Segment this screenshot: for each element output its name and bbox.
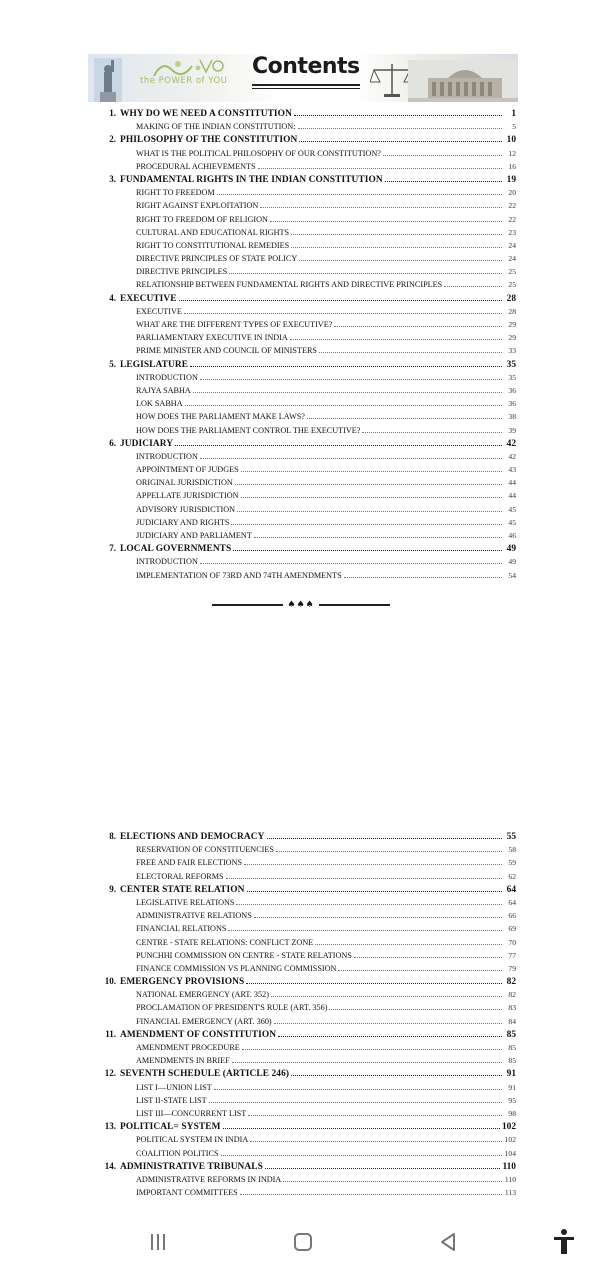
toc-chapter-row[interactable]: [100, 173, 516, 186]
page-title: Contents: [252, 54, 360, 79]
chapter-number: 12.: [104, 1068, 116, 1079]
subsection-title: CENTRE - STATE RELATIONS: CONFLICT ZONE: [136, 937, 314, 947]
leader-dots: [329, 1001, 502, 1010]
leader-dots: [354, 949, 502, 958]
subsection-page-number: 110: [504, 1174, 516, 1184]
leader-dots: [290, 331, 502, 340]
chapter-page-number: 64: [506, 884, 516, 895]
leader-dots: [228, 922, 502, 931]
contents-banner: [88, 54, 518, 102]
toc-subsection-row[interactable]: [100, 278, 516, 291]
back-triangle-icon: [437, 1231, 459, 1253]
leader-dots: [235, 476, 502, 485]
toc-chapter-row[interactable]: [100, 133, 516, 146]
chapter-page-number: 10: [506, 135, 516, 146]
subsection-title: FREE AND FAIR ELECTIONS: [136, 858, 243, 868]
toc-subsection-row[interactable]: [100, 239, 516, 252]
leader-dots: [193, 384, 502, 393]
toc-subsection-row[interactable]: [100, 450, 516, 463]
subsection-page-number: 62: [508, 871, 516, 881]
leader-dots: [184, 305, 502, 314]
divider-line-left: [212, 604, 283, 606]
toc-subsection-row[interactable]: [100, 1107, 516, 1120]
leader-dots: [254, 529, 502, 538]
subsection-title: RAJYA SABHA: [136, 385, 191, 395]
subsection-title: RIGHT AGAINST EXPLOITATION: [136, 201, 259, 211]
leader-dots: [244, 856, 502, 865]
toc-subsection-row[interactable]: [100, 870, 516, 883]
toc-section-top: [100, 107, 516, 582]
chapter-title: AMENDMENT OF CONSTITUTION: [120, 1029, 277, 1040]
leader-dots: [232, 1054, 502, 1063]
subsection-title: LIST III—CONCURRENT LIST: [136, 1108, 247, 1118]
subsection-title: JUDICIARY AND RIGHTS: [136, 517, 230, 527]
subsection-page-number: 22: [508, 201, 516, 211]
subsection-page-number: 38: [508, 412, 516, 422]
subsection-page-number: 113: [504, 1188, 516, 1198]
accessibility-icon: [551, 1228, 577, 1256]
toc-subsection-row[interactable]: [100, 213, 516, 226]
chapter-number: 11.: [105, 1028, 116, 1039]
subsection-title: PARLIAMENTARY EXECUTIVE IN INDIA: [136, 333, 288, 343]
chapter-number: 1.: [109, 108, 116, 118]
title-rule: [252, 84, 360, 86]
toc-subsection-row[interactable]: [100, 1133, 516, 1146]
subsection-page-number: 44: [508, 478, 516, 488]
subsection-title: ADMINISTRATIVE RELATIONS: [136, 911, 252, 921]
subsection-page-number: 12: [508, 148, 516, 158]
toc-subsection-row[interactable]: [100, 988, 516, 1001]
chapter-title: EXECUTIVE: [120, 293, 177, 304]
leader-dots: [291, 226, 502, 235]
subsection-title: ORIGINAL JURISDICTION: [136, 478, 233, 488]
leader-dots: [246, 975, 502, 984]
subsection-title: CULTURAL AND EDUCATIONAL RIGHTS: [136, 227, 290, 237]
leader-dots: [229, 265, 502, 274]
subsection-title: PROCEDURAL ACHIEVEMENTS: [136, 161, 256, 171]
subsection-title: LIST I—UNION LIST: [136, 1082, 212, 1092]
toc-chapter-row[interactable]: [100, 542, 516, 555]
subsection-title: JUDICIARY AND PARLIAMENT: [136, 531, 252, 540]
subsection-page-number: 58: [508, 845, 516, 855]
subsection-title: FINANCIAL EMERGENCY (ART. 360): [136, 1016, 272, 1026]
leader-dots: [315, 936, 502, 945]
chapter-title: LOCAL GOVERNMENTS: [120, 544, 232, 555]
subsection-title: COALITION POLITICS: [136, 1148, 219, 1158]
toc-subsection-row[interactable]: [100, 424, 516, 437]
toc-subsection-row[interactable]: [100, 569, 516, 582]
toc-subsection-row[interactable]: [100, 529, 516, 542]
subsection-page-number: 45: [508, 517, 516, 527]
subsection-title: RIGHT TO FREEDOM OF RELIGION: [136, 214, 268, 224]
subsection-page-number: 45: [508, 504, 516, 514]
subsection-page-number: 5: [512, 122, 516, 132]
subsection-page-number: 22: [508, 214, 516, 224]
subsection-title: RIGHT TO FREEDOM: [136, 188, 215, 198]
leader-dots: [221, 1147, 502, 1156]
leader-dots: [334, 318, 502, 327]
leader-dots: [291, 239, 502, 248]
toc-chapter-row[interactable]: [100, 883, 516, 896]
toc-chapter-row[interactable]: [100, 830, 516, 843]
leader-dots: [270, 213, 502, 222]
chapter-title: FUNDAMENTAL RIGHTS IN THE INDIAN CONSTITUTION: [120, 174, 383, 185]
chapter-number: 3.: [109, 173, 116, 184]
toc-subsection-row[interactable]: [100, 331, 516, 344]
toc-subsection-row[interactable]: [100, 384, 516, 397]
toc-subsection-row[interactable]: [100, 1094, 516, 1107]
toc-subsection-row[interactable]: [100, 936, 516, 949]
leader-dots: [362, 424, 502, 433]
toc-subsection-row[interactable]: [100, 489, 516, 502]
subsection-title: MAKING OF THE INDIAN CONSTITUTION:: [136, 122, 296, 132]
subsection-title: PRIME MINISTER AND COUNCIL OF MINISTERS: [136, 346, 317, 356]
chapter-title: PHILOSOPHY OF THE CONSTITUTION: [120, 135, 298, 146]
leader-dots: [175, 437, 502, 446]
leader-dots: [319, 344, 502, 353]
leader-dots: [200, 555, 502, 564]
subsection-title: LIST II-STATE LIST: [136, 1095, 207, 1105]
subsection-title: HOW DOES THE PARLIAMENT CONTROL THE EXECUTIVE?: [136, 425, 361, 435]
subsection-page-number: 24: [508, 254, 516, 264]
leader-dots: [214, 1081, 502, 1090]
leader-dots: [385, 173, 502, 182]
subsection-title: NATIONAL EMERGENCY (ART. 352): [136, 990, 269, 1000]
chapter-page-number: 102: [501, 1122, 516, 1133]
toc-subsection-row[interactable]: [100, 1173, 516, 1186]
leader-dots: [344, 569, 502, 578]
leader-dots: [265, 1160, 500, 1169]
chapter-title: LEGISLATURE: [120, 359, 189, 370]
divider-line-right: [319, 604, 390, 606]
leader-dots: [383, 147, 502, 156]
tagline: the POWER of YOU: [140, 76, 228, 86]
subsection-title: POLITICAL SYSTEM IN INDIA: [136, 1135, 249, 1145]
subsection-page-number: 23: [508, 227, 516, 237]
leader-dots: [231, 516, 502, 525]
subsection-page-number: 49: [508, 557, 516, 567]
subsection-title: FINANCIAL RELATIONS: [136, 924, 227, 934]
subsection-title: FINANCE COMMISSION VS PLANNING COMMISSION: [136, 963, 337, 973]
home-button[interactable]: [283, 1225, 323, 1259]
toc-chapter-row[interactable]: [100, 107, 516, 120]
chapter-page-number: 35: [506, 359, 516, 370]
leader-dots: [276, 843, 502, 852]
toc-subsection-row[interactable]: [100, 226, 516, 239]
subsection-page-number: 102: [504, 1135, 516, 1145]
leader-dots: [200, 450, 502, 459]
chapter-number: 2.: [109, 134, 116, 145]
toc-chapter-row[interactable]: [100, 1120, 516, 1133]
leader-dots: [248, 1107, 502, 1116]
section-divider: [212, 601, 390, 609]
leader-dots: [260, 199, 502, 208]
leader-dots: [444, 278, 502, 287]
subsection-page-number: 39: [508, 425, 516, 435]
back-button[interactable]: [428, 1225, 468, 1259]
chapter-page-number: 82: [506, 977, 516, 988]
subsection-page-number: 95: [508, 1095, 516, 1105]
toc-chapter-row[interactable]: [100, 1160, 516, 1173]
toc-subsection-row[interactable]: [100, 1054, 516, 1067]
chapter-page-number: 49: [506, 544, 516, 555]
subsection-title: LOK SABHA: [136, 399, 183, 409]
subsection-page-number: 104: [504, 1148, 516, 1158]
parliament-building-icon: [408, 60, 518, 102]
subsection-page-number: 36: [508, 399, 516, 409]
subsection-page-number: 83: [508, 1003, 516, 1013]
subsection-page-number: 29: [508, 333, 516, 343]
subsection-title: INTRODUCTION: [136, 557, 198, 567]
subsection-page-number: 79: [508, 963, 516, 973]
subsection-title: PUNCHHI COMMISSION ON CENTRE - STATE RELATIONS: [136, 950, 352, 960]
subsection-page-number: 28: [508, 306, 516, 316]
subsection-page-number: 24: [508, 240, 516, 250]
subsection-page-number: 16: [508, 161, 516, 171]
leader-dots: [217, 186, 502, 195]
toc-chapter-row[interactable]: [100, 1028, 516, 1041]
chapter-title: ELECTIONS AND DEMOCRACY: [120, 832, 265, 842]
toc-subsection-row[interactable]: [100, 962, 516, 975]
chapter-title: ADMINISTRATIVE TRIBUNALS: [120, 1161, 263, 1172]
subsection-title: AMENDMENT PROCEDURE: [136, 1043, 240, 1052]
toc-subsection-row[interactable]: [100, 160, 516, 173]
leader-dots: [250, 1133, 502, 1142]
subsection-page-number: 98: [508, 1108, 516, 1118]
toc-subsection-row[interactable]: [100, 1186, 516, 1199]
subsection-page-number: 85: [508, 1043, 516, 1052]
chapter-page-number: 91: [506, 1069, 516, 1080]
subsection-title: IMPORTANT COMMITTEES: [136, 1188, 238, 1198]
home-square-icon: [292, 1231, 314, 1253]
leader-dots: [299, 252, 502, 261]
subsection-page-number: 44: [508, 491, 516, 501]
subsection-page-number: 91: [508, 1082, 516, 1092]
leader-dots: [240, 1186, 502, 1195]
chapter-page-number: 110: [502, 1161, 516, 1172]
toc-section-bottom: [100, 830, 516, 1205]
chapter-page-number: 28: [506, 293, 516, 304]
subsection-page-number: 35: [508, 372, 516, 382]
leader-dots: [226, 870, 502, 879]
menu-icon: [148, 1232, 168, 1252]
leader-dots: [233, 542, 502, 551]
subsection-page-number: 25: [508, 280, 516, 290]
toc-chapter-row[interactable]: [100, 437, 516, 450]
toc-subsection-row[interactable]: [100, 856, 516, 869]
toc-subsection-row[interactable]: [100, 199, 516, 212]
divider-ornament: ♠♠♠: [287, 600, 315, 610]
leader-dots: [274, 1015, 502, 1024]
subsection-page-number: 42: [508, 451, 516, 461]
leader-dots: [179, 292, 502, 301]
subsection-page-number: 64: [508, 897, 516, 907]
leader-dots: [237, 503, 502, 512]
chapter-page-number: 85: [506, 1029, 516, 1040]
leader-dots: [283, 1173, 502, 1182]
toc-subsection-row[interactable]: [100, 476, 516, 489]
toc-subsection-row[interactable]: [100, 909, 516, 922]
leader-dots: [291, 1067, 502, 1076]
subsection-title: PROCLAMATION OF PRESIDENT'S RULE (ART. 356): [136, 1003, 328, 1013]
subsection-title: APPELLATE JURISDICTION: [136, 491, 239, 501]
chapter-title: CENTER STATE RELATION: [120, 884, 245, 895]
subsection-title: WHAT ARE THE DIFFERENT TYPES OF EXECUTIVE?: [136, 320, 333, 329]
toc-subsection-row[interactable]: [100, 410, 516, 423]
toc-subsection-row[interactable]: [100, 265, 516, 278]
leader-dots: [278, 1028, 502, 1037]
subsection-page-number: 82: [508, 990, 516, 1000]
toc-subsection-row[interactable]: [100, 503, 516, 516]
chapter-title: JUDICIARY: [120, 438, 174, 449]
chapter-page-number: 19: [506, 174, 516, 185]
leader-dots: [271, 988, 502, 997]
leader-dots: [223, 1120, 500, 1129]
subsection-title: RIGHT TO CONSTITUTIONAL REMEDIES: [136, 240, 290, 250]
leader-dots: [185, 397, 502, 406]
chapter-page-number: 1: [511, 109, 516, 119]
subsection-title: INTRODUCTION: [136, 372, 198, 382]
subsection-page-number: 77: [508, 950, 516, 960]
toc-subsection-row[interactable]: [100, 1041, 516, 1054]
leader-dots: [190, 358, 502, 367]
toc-chapter-row[interactable]: [100, 358, 516, 371]
subsection-page-number: 84: [508, 1016, 516, 1026]
subsection-page-number: 20: [508, 188, 516, 198]
toc-subsection-row[interactable]: [100, 305, 516, 318]
toc-subsection-row[interactable]: [100, 463, 516, 476]
toc-subsection-row[interactable]: [100, 516, 516, 529]
toc-chapter-row[interactable]: [100, 975, 516, 988]
subsection-page-number: 69: [508, 924, 516, 934]
subsection-title: RESERVATION OF CONSTITUENCIES: [136, 845, 274, 855]
leader-dots: [241, 463, 502, 472]
statue-icon: [94, 58, 122, 102]
toc-subsection-row[interactable]: [100, 397, 516, 410]
subsection-title: DIRECTIVE PRINCIPLES OF STATE POLICY: [136, 254, 298, 264]
toc-subsection-row[interactable]: [100, 371, 516, 384]
leader-dots: [209, 1094, 502, 1103]
leader-dots: [267, 830, 502, 839]
chapter-number: 4.: [109, 292, 116, 303]
leader-dots: [258, 160, 502, 169]
leader-dots: [236, 896, 502, 905]
chapter-number: 6.: [109, 437, 116, 448]
subsection-page-number: 43: [508, 465, 516, 475]
subsection-page-number: 70: [508, 937, 516, 947]
leader-dots: [254, 909, 502, 918]
leader-dots: [307, 410, 502, 419]
subsection-title: LEGISLATIVE RELATIONS: [136, 897, 235, 907]
leader-dots: [299, 133, 502, 142]
toc-subsection-row[interactable]: [100, 843, 516, 856]
chapter-title: WHY DO WE NEED A CONSTITUTION: [120, 109, 292, 119]
chapter-number: 14.: [104, 1160, 116, 1171]
toc-subsection-row[interactable]: [100, 949, 516, 962]
toc-subsection-row[interactable]: [100, 344, 516, 357]
subsection-page-number: 25: [508, 267, 516, 277]
subsection-title: ADMINISTRATIVE REFORMS IN INDIA: [136, 1174, 282, 1184]
toc-subsection-row[interactable]: [100, 1015, 516, 1028]
toc-chapter-row[interactable]: [100, 292, 516, 305]
toc-subsection-row[interactable]: [100, 1147, 516, 1160]
subsection-page-number: 59: [508, 858, 516, 868]
chapter-number: 5.: [109, 358, 116, 369]
leader-dots: [298, 120, 503, 129]
recent-apps-button[interactable]: [138, 1225, 178, 1259]
toc-subsection-row[interactable]: [100, 555, 516, 568]
system-navigation-bar: [0, 1205, 606, 1280]
subsection-page-number: 29: [508, 320, 516, 329]
chapter-title: POLITICAL= SYSTEM: [120, 1122, 221, 1133]
chapter-title: EMERGENCY PROVISIONS: [120, 977, 245, 988]
leader-dots: [242, 1041, 502, 1050]
toc-subsection-row[interactable]: [100, 896, 516, 909]
subsection-page-number: 46: [508, 531, 516, 540]
toc-subsection-row[interactable]: [100, 318, 516, 331]
subsection-page-number: 33: [508, 346, 516, 356]
subsection-title: HOW DOES THE PARLIAMENT MAKE LAWS?: [136, 412, 305, 422]
toc-subsection-row[interactable]: [100, 186, 516, 199]
leader-dots: [200, 371, 502, 380]
toc-subsection-row[interactable]: [100, 147, 516, 160]
subsection-page-number: 66: [508, 911, 516, 921]
chapter-page-number: 55: [506, 832, 516, 842]
subsection-title: IMPLEMENTATION OF 73RD AND 74TH AMENDMENTS: [136, 570, 342, 580]
chapter-number: 7.: [109, 543, 116, 554]
subsection-title: AMENDMENTS IN BRIEF: [136, 1056, 230, 1066]
subsection-title: WHAT IS THE POLITICAL PHILOSOPHY OF OUR CONSTITUTION?: [136, 148, 381, 158]
toc-chapter-row[interactable]: [100, 1067, 516, 1080]
subsection-page-number: 85: [508, 1056, 516, 1066]
subsection-title: INTRODUCTION: [136, 451, 198, 461]
leader-dots: [247, 883, 502, 892]
title-rule-thin: [252, 88, 360, 89]
chapter-title: SEVENTH SCHEDULE (ARTICLE 246): [120, 1069, 290, 1080]
toc-subsection-row[interactable]: [100, 1081, 516, 1094]
toc-subsection-row[interactable]: [100, 252, 516, 265]
accessibility-button[interactable]: [544, 1225, 584, 1259]
subsection-title: DIRECTIVE PRINCIPLES: [136, 267, 228, 277]
chapter-number: 9.: [109, 883, 116, 894]
chapter-page-number: 42: [506, 438, 516, 449]
subsection-title: EXECUTIVE: [136, 306, 182, 316]
leader-dots: [241, 489, 502, 498]
toc-subsection-row[interactable]: [100, 1001, 516, 1014]
chapter-number: 13.: [104, 1121, 116, 1132]
chapter-number: 8.: [109, 831, 116, 841]
subsection-title: APPOINTMENT OF JUDGES: [136, 465, 239, 475]
subsection-title: ADVISORY JURISDICTION: [136, 504, 236, 514]
subsection-title: RELATIONSHIP BETWEEN FUNDAMENTAL RIGHTS AND DIRECTIVE PRINCIPLES: [136, 280, 443, 290]
leader-dots: [338, 962, 502, 971]
toc-subsection-row[interactable]: [100, 922, 516, 935]
leader-dots: [294, 107, 502, 116]
chapter-number: 10.: [104, 976, 116, 987]
subsection-page-number: 54: [508, 570, 516, 580]
toc-subsection-row[interactable]: [100, 120, 516, 133]
subsection-page-number: 36: [508, 385, 516, 395]
subsection-title: ELECTORAL REFORMS: [136, 871, 224, 881]
